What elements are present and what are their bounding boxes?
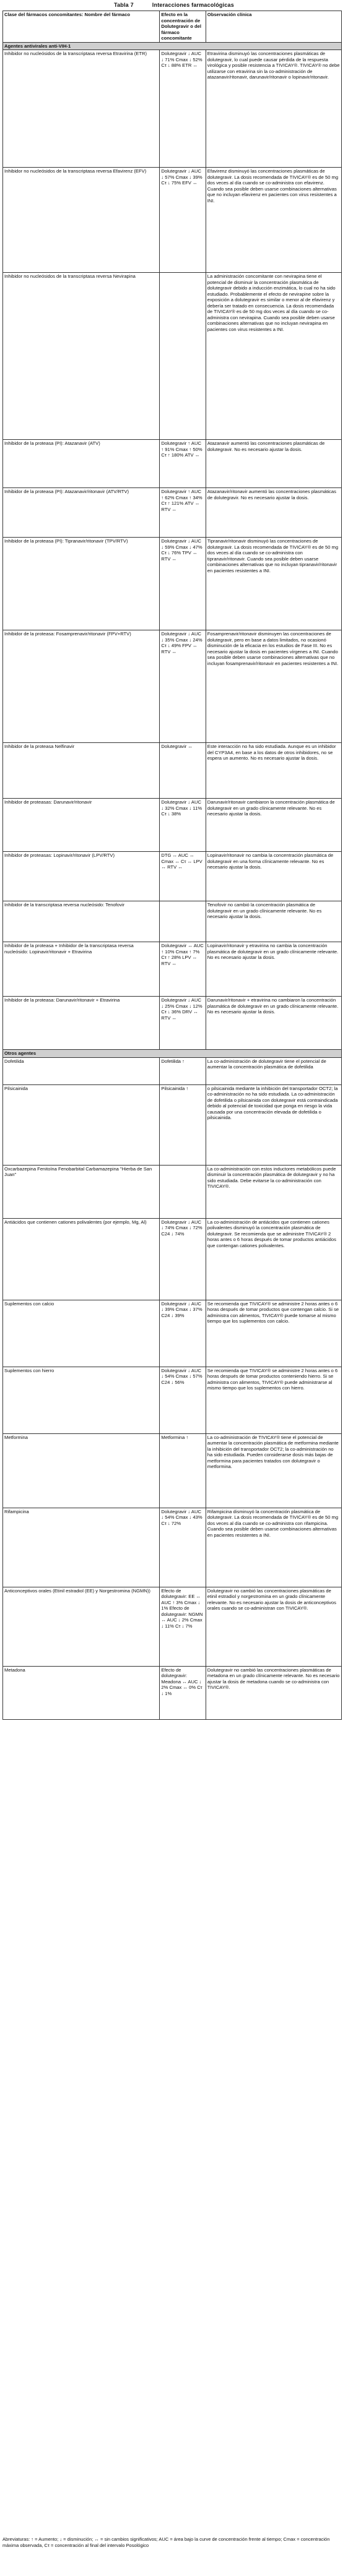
table-row	[3, 538, 342, 630]
table-row	[3, 799, 342, 852]
table-row	[3, 50, 342, 168]
table-row	[3, 273, 342, 440]
cell-drug: Suplementos con hierro	[3, 1367, 160, 1433]
cell-observation: Atazanavir aumentó las concentraciones plasmáticas de dolutegravir. No es necesario ajustar la dosis.	[206, 440, 341, 488]
cell-effect: Dolutegravir ↔ AUC ↑ 10% Cmax ↑ 7% Cτ ↑ 28% LPV ↔ RTV ↔	[160, 942, 206, 997]
table-row	[3, 1300, 342, 1367]
table-body	[3, 42, 342, 1719]
cell-effect: DTG ↔ AUC ↔ Cmax ↔ Cτ ↔ LPV ↔ RTV ↔	[160, 852, 206, 901]
table-row	[3, 440, 342, 488]
cell-drug: Suplementos con calcio	[3, 1300, 160, 1367]
cell-drug: Inhibidor no nucleósidos de la transcriptasa reversa Efavirenz (EFV)	[3, 168, 160, 273]
cell-observation: Lopinavir/ritonavir no cambia la concentración plasmática de dolutegravir en una forma clínicamente relevante. No es necesario ajustar la dosis.	[206, 852, 341, 901]
cell-observation: La co-administración de dolutegravir tiene el potencial de aumentar la concentración plasmática de dofetilida	[206, 1057, 341, 1084]
column-header-drug: Clase del fármacos concomitantes: Nombre del fármaco	[3, 11, 160, 43]
table-row	[3, 1367, 342, 1433]
cell-effect	[160, 273, 206, 440]
interactions-table	[2, 11, 342, 1720]
table-row	[3, 1433, 342, 1508]
cell-drug: Rifampicina	[3, 1508, 160, 1587]
cell-effect	[160, 901, 206, 942]
section-header-row	[3, 1050, 342, 1058]
section-header-row	[3, 42, 342, 50]
cell-effect: Dolutegravir ↓ AUC ↓ 57% Cmax ↓ 39% Cτ ↓ 75% EFV ↔	[160, 168, 206, 273]
cell-effect: Metformina ↑	[160, 1433, 206, 1508]
cell-effect: Dolutegravir ↔	[160, 743, 206, 799]
cell-drug: Metformina	[3, 1433, 160, 1508]
cell-drug: Pilsicainida	[3, 1084, 160, 1165]
cell-drug: Inhibidor de la proteasa (PI): Atazanavir (ATV)	[3, 440, 160, 488]
cell-observation: La co-administración de antiácidos que contienen cationes polivalentes disminuyó la concentración plasmática de dolutegravir. Se recomienda que se administre TIVICAY® 2 horas antes o 6 horas después de tomar productos antiácidos que contengan cationes polivalentes.	[206, 1218, 341, 1300]
table-row	[3, 488, 342, 538]
cell-drug: Inhibidor no nucleósidos de la transcriptasa reversa Nevirapina	[3, 273, 160, 440]
cell-effect: Efecto de dolutegravir: Meadona ↔ AUC ↓ 2% Cmax ↔ 0% Cτ ↓ 1%	[160, 1666, 206, 1719]
cell-effect: Efecto de dolutegravir: EE ↔ AUC ↑ 3% Cmax ↓ 1% Efecto de dolutegravir: NGMN ↔ AUC ↓ 2% Cmax ↓ 11% Cτ ↓ 7%	[160, 1587, 206, 1666]
table-row	[3, 1508, 342, 1587]
cell-observation: La administración concomitante con nevirapina tiene el potencial de disminuir la concentración plasmática de dolutegravir debido a inducción enzimática, lo cual no ha sido estudiado. Probablemente el efecto de nevirapine sobre la exposición a dolutegravir es similar o menor al de efavirenz y debería ser tratado en consecuencia. La dosis recomendada de TIVICAY® es de 50 mg dos veces al día cuando se co-administra con nevirapina. Cuando sea posible deben usarse combinaciones alternativas que no incluyan nevirapina en pacientes con virus resistentes a INI.	[206, 273, 341, 440]
cell-effect: Dofetilida ↑	[160, 1057, 206, 1084]
cell-observation: Darunavir/ritonavir + etravirina no cambiaron la concentración plasmática de dolutegravir en un grado clínicamente relevante. No es necesario ajustar la dosis.	[206, 997, 341, 1050]
footnote: Abreviaturas: ↑ = Aumento; ↓ = disminución; ↔ = sin cambios significativos; AUC = área bajo la curve de concentración frente al tiempo; Cmax = concentración máxima observada, Cτ = concentración al final del intervalo Posológico	[2, 2536, 330, 2548]
cell-drug: Inhibidor de la proteasa (PI): Tipranavir/ritonavir (TPV/RTV)	[3, 538, 160, 630]
cell-drug: Antiácidos que contienen cationes polivalentes (por ejemplo, Mg, Al)	[3, 1218, 160, 1300]
table-row	[3, 630, 342, 743]
column-header-observation: Observación clínica	[206, 11, 341, 43]
cell-effect: Dolutegravir ↑ AUC ↑ 91% Cmax ↑ 50% Cτ ↑ 180% ATV ↔	[160, 440, 206, 488]
cell-effect: Dolutegravir ↓ AUC ↓ 35% Cmax ↓ 24% Cτ ↓ 49% FPV ↔ RTV ↔	[160, 630, 206, 743]
cell-drug: Oxcarbazepina Fenitoína Fenobarbital Carbamazepina "Hierba de San Juan"	[3, 1165, 160, 1218]
cell-effect: Dolutegravir ↓ AUC ↓ 32% Cmax ↓ 11% Cτ ↓ 38%	[160, 799, 206, 852]
cell-drug: Inhibidor de la proteasa (PI): Atazanavir/ritonavir (ATV/RTV)	[3, 488, 160, 538]
cell-observation: Rifampicina disminuyó la concentración plasmática de dolutegravir. La dosis recomendada de TIVICAY® es de 50 mg dos veces al día cuando se co-administra con rifampicina. Cuando sea posible deben usarse combinaciones alternativas en pacientes resistentes a INI.	[206, 1508, 341, 1587]
section-title: Agentes antivirales anti-VIH-1	[3, 42, 342, 50]
cell-effect: Dolutegravir ↓ AUC ↓ 71% Cmax ↓ 52% Cτ ↓ 88% ETR ↔	[160, 50, 206, 168]
cell-effect: Dolutegravir ↓ AUC ↓ 25% Cmax ↓ 12% Cτ ↓ 36% DRV ↔ RTV ↔	[160, 997, 206, 1050]
table-row	[3, 1666, 342, 1719]
cell-drug: Dofetilida	[3, 1057, 160, 1084]
table-row	[3, 1084, 342, 1165]
cell-observation: Efavirenz disminuyó las concentraciones plasmáticas de dolutegravir. La dosis recomendada de TIVICAY® es de 50 mg dos veces al día cuando se co-administra con efavirenz. Cuando sea posible deben usarse combinaciones alternativas que no incluyan efavirenz en pacientes con virus resistentes a INI.	[206, 168, 341, 273]
cell-drug: Inhibidor de proteasas: Lopinavir/ritonavir (LPV/RTV)	[3, 852, 160, 901]
cell-observation: Dolutegravir no cambió las concentraciones plasmáticas de metadona en un grado clínicamente relevante. No es necesario ajustar la dosis de metadona cuando se co-administra con TIVICAY®.	[206, 1666, 341, 1719]
cell-observation: Tipranavir/ritonavir disminuyó las concentraciones de dolutegravir. La dosis recomendada de TIVICAY® es de 50 mg dos veces al día cuando se co-administra con tipranavir/ritonavir. Cuando sea posible deben usarse combinaciones alternativas que no incluyan tipranavir/ritonavir en pacientes resistentes a INI.	[206, 538, 341, 630]
table-title	[0, 2, 348, 8]
cell-drug: Inhibidor no nucleósidos de la transcriptasa reversa Etravirina (ETR)	[3, 50, 160, 168]
cell-observation: Tenofovir no cambió la concentración plasmática de dolutegravir en un grado clínicamente relevante. No es necesario ajustar la dosis.	[206, 901, 341, 942]
cell-observation: Atazanavir/ritonavir aumentó las concentraciones plasmáticas de dolutegravir. No es necesario ajustar la dosis.	[206, 488, 341, 538]
cell-effect: Dolutegravir ↓ AUC ↓ 74% Cmax ↓ 72% C24 ↓ 74%	[160, 1218, 206, 1300]
cell-drug: Inhibidor de la transcriptasa reversa nucleósido: Tenofovir	[3, 901, 160, 942]
table-row	[3, 1587, 342, 1666]
column-header-effect: Efecto en la concentración de Dolutegravir o del fármaco concomitante	[160, 11, 206, 43]
cell-drug: Anticonceptivos orales (Etinil estradiol (EE) y Norgestromina (NGMN))	[3, 1587, 160, 1666]
table-row	[3, 168, 342, 273]
cell-observation: Fosamprenavir/ritonavir disminuyen las concentraciones de dolutegravir, pero en base a datos limitados, no ocasionó disminución de la eficacia en los estudios de Fase III. No es necesario ajustar la dosis en pacientes vírgenes a INI. Cuando sea posible deben usarse combinaciones alternativas que no incluyan fosamprenavir/ritonavir en pacientes resistentes a INI.	[206, 630, 341, 743]
table-row	[3, 1165, 342, 1218]
cell-drug: Inhibidor de la proteasa: Darunavir/ritonavir + Etravirina	[3, 997, 160, 1050]
cell-observation: Este interacción no ha sido estudiada. Aunque es un inhibidor del CYP3A4, en base a los datos de otros inhibidores, no se espera un aumento. No es necesario ajustar la dosis.	[206, 743, 341, 799]
cell-effect	[160, 1165, 206, 1218]
cell-drug: Inhibidor de la proteasa + Inhibidor de la transcriptasa reversa nucleósido: Lopinavir/ritonavir + Etravirina	[3, 942, 160, 997]
cell-effect: Dolutegravir ↑ AUC ↑ 62% Cmax ↑ 34% Cτ ↑ 121% ATV ↔ RTV ↔	[160, 488, 206, 538]
cell-effect: Pilsicainida ↑	[160, 1084, 206, 1165]
cell-drug: Inhibidor de proteasas: Darunavir/ritonavir	[3, 799, 160, 852]
interactions-table-wrapper	[2, 11, 342, 1720]
table-header-row	[3, 11, 342, 43]
table-row	[3, 743, 342, 799]
cell-effect: Dolutegravir ↓ AUC ↓ 54% Cmax ↓ 43% Cτ ↓ 72%	[160, 1508, 206, 1587]
table-row	[3, 997, 342, 1050]
table-number: Tabla 7	[114, 2, 134, 8]
table-row	[3, 852, 342, 901]
cell-drug: Inhibidor de la proteasa: Fosamprenavir/ritonavir (FPV+RTV)	[3, 630, 160, 743]
cell-drug: Metadona	[3, 1666, 160, 1719]
cell-drug: Inhibidor de la proteasa Nelfinavir	[3, 743, 160, 799]
cell-observation: Dolutegravir no cambió las concentraciones plasmáticas de etinil estradiol y norgestromina en un grado clínicamente relevante. No es necesario ajustar la dosis de anticonceptivos orales cuando se co-administran con TIVICAY®.	[206, 1587, 341, 1666]
cell-observation: La co-administración con estos inductores metabólicos puede disminuir la concentración plasmática de dolutegravir y no ha sido estudiada. Debe evitarse la co-administración con TIVICAY®.	[206, 1165, 341, 1218]
cell-observation: Darunavir/ritonavir cambiaron la concentración plasmática de dolutegravir en un grado clínicamente relevante. No es necesario ajustar la dosis.	[206, 799, 341, 852]
table-caption: Interacciones farmacológicas	[152, 2, 234, 8]
table-row	[3, 1218, 342, 1300]
cell-observation: Etravirina disminuyó las concentraciones plasmáticas de dolutegravir, lo cual puede causar pérdida de la respuesta virológica y posible resistencia a TIVICAY®. TIVICAY® no debe utilizarse con etravirina sin la co-administración de atazanavir/ritonavir, darunavir/ritonavir o lopinavir/ritonavir.	[206, 50, 341, 168]
cell-effect: Dolutegravir ↓ AUC ↓ 39% Cmax ↓ 37% C24 ↓ 39%	[160, 1300, 206, 1367]
cell-observation: Se recomienda que TIVICAY® se administre 2 horas antes o 6 horas después de tomar productos conteniendo hierro. Si se administra con alimentos, TIVICAY® puede administrarse al mismo tiempo que los suplementos con hierro.	[206, 1367, 341, 1433]
cell-observation: Lopinavir/ritonavir y etravirina no cambia la concentración plasmática de dolutegravir en un grado clínicamente relevante. No es necesario ajustar la dosis.	[206, 942, 341, 997]
cell-observation: o pilsicainida mediante la inhibición del transportador OCT2; la co-administración no ha sido estudiada. La co-administración de dofetilida o pilsicainida con dolutegravir está contraindicada debido al potencial de toxicidad que ponga en riesgo la vida causada por una concentración elevada de dofetilida o pilsicainida.	[206, 1084, 341, 1165]
table-row	[3, 901, 342, 942]
table-row	[3, 942, 342, 997]
table-row	[3, 1057, 342, 1084]
cell-effect: Dolutegravir ↓ AUC ↓ 59% Cmax ↓ 47% Cτ ↓ 76% TPV ↔ RTV ↔	[160, 538, 206, 630]
cell-observation: Se recomienda que TIVICAY® se administre 2 horas antes o 6 horas después de tomar productos que contengan calcio. Si se administra con alimentos, TIVICAY® puede tomarse al mismo tiempo que los suplementos con calcio.	[206, 1300, 341, 1367]
cell-observation: La co-administración de TIVICAY® tiene el potencial de aumentar la concentración plasmática de metformina mediante la inhibición del transportador OCT2; la co-administración no ha sido estudiada. Pueden considerarse dosis más bajas de metformina para pacientes tratados con dolutegravir o metformina.	[206, 1433, 341, 1508]
cell-effect: Dolutegravir ↓ AUC ↓ 54% Cmax ↓ 57% C24 ↓ 56%	[160, 1367, 206, 1433]
section-title: Otros agentes	[3, 1050, 342, 1058]
